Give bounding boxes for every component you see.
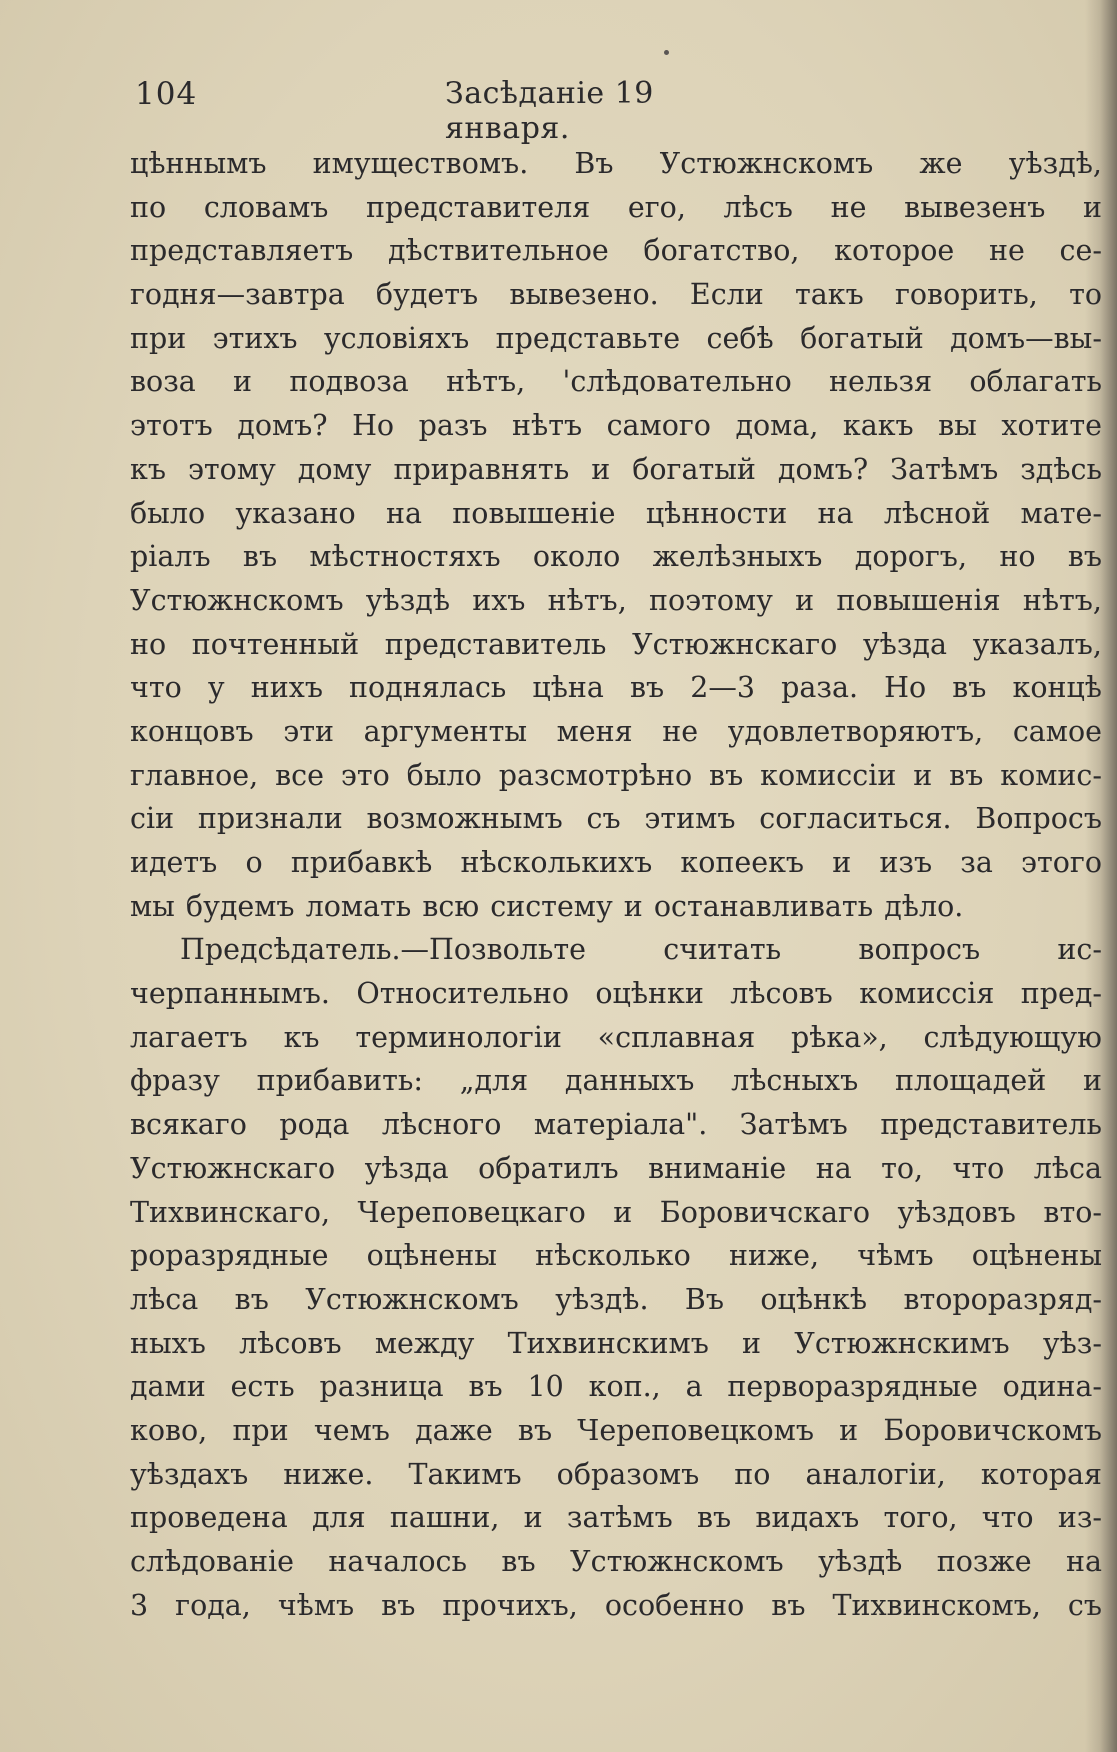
text-line: что у нихъ поднялась цѣна въ 2—3 раза. Но въ концѣ [130, 671, 1102, 705]
text-line: Устюжнскаго уѣзда обратилъ вниманіе на то, что лѣса [130, 1151, 1102, 1185]
text-line: ково, при чемъ даже въ Череповецкомъ и Боровичскомъ [130, 1413, 1102, 1447]
text-line: уѣздахъ ниже. Такимъ образомъ по аналогіи, которая [130, 1457, 1102, 1491]
text-line: ріалъ въ мѣстностяхъ около желѣзныхъ дорогъ, но въ [130, 540, 1102, 574]
text-line: идетъ о прибавкѣ нѣсколькихъ копеекъ и изъ за этого [130, 846, 1102, 879]
text-line: дами есть разница въ 10 коп., а перворазрядные одина- [130, 1370, 1102, 1404]
text-line: Устюжнскомъ уѣздѣ ихъ нѣтъ, поэтому и повышенія нѣтъ, [130, 583, 1102, 617]
text-line: сіи признали возможнымъ съ этимъ согласиться. Вопросъ [130, 802, 1102, 836]
text-line: представляетъ дѣствительное богатство, которое не се- [130, 234, 1102, 268]
text-line: 3 года, чѣмъ въ прочихъ, особенно въ Тихвинскомъ, съ [130, 1588, 1102, 1622]
text-line: концовъ эти аргументы меня не удовлетворяютъ, самое [130, 714, 1102, 748]
text-line: черпаннымъ. Относительно оцѣнки лѣсовъ комиссія пред- [130, 977, 1102, 1011]
text-line: было указано на повышеніе цѣнности на лѣсной мате- [130, 496, 1102, 530]
text-line: роразрядные оцѣнены нѣсколько ниже, чѣмъ оцѣнены [130, 1239, 1102, 1273]
ink-speck [664, 50, 669, 55]
text-line: проведена для пашни, и затѣмъ въ видахъ того, что из- [130, 1501, 1102, 1535]
text-line: къ этому дому приравнять и богатый домъ? Затѣмъ здѣсь [130, 452, 1102, 486]
running-title: Засѣданіе 19 января. [445, 76, 654, 146]
body-text [130, 142, 1102, 1627]
text-line: всякаго рода лѣсного матеріала". Затѣмъ представитель [130, 1108, 1102, 1142]
text-line: мы будемъ ломать всю систему и останавливать дѣло. [130, 889, 964, 923]
text-line: слѣдованіе началось въ Устюжнскомъ уѣздѣ позже на [130, 1545, 1102, 1578]
text-line: Тихвинскаго, Череповецкаго и Боровичскаго уѣздовъ вто- [130, 1195, 1102, 1229]
text-line: лагаетъ къ терминологіи «сплавная рѣка», слѣдующую [130, 1020, 1102, 1054]
text-line: при этихъ условіяхъ представьте себѣ богатый домъ—вы- [130, 321, 1102, 355]
text-line: по словамъ представителя его, лѣсъ не вывезенъ и [130, 190, 1102, 224]
text-line: воза и подвоза нѣтъ, 'слѣдовательно нельзя облагать [130, 365, 1102, 399]
text-line: этотъ домъ? Но разъ нѣтъ самого дома, какъ вы хотите [130, 409, 1102, 443]
text-line: ныхъ лѣсовъ между Тихвинскимъ и Устюжнскимъ уѣз- [130, 1326, 1102, 1360]
speaker-line: Предсѣдатель.—Позвольте считать вопросъ ис- [180, 933, 1102, 967]
text-line: главное, все это было разсмотрѣно въ комиссіи и въ комис- [130, 758, 1102, 792]
text-line: но почтенный представитель Устюжнскаго уѣзда указалъ, [130, 627, 1102, 661]
text-line: годня—завтра будетъ вывезено. Если такъ говорить, то [130, 278, 1102, 312]
page-header [135, 76, 765, 146]
text-line: цѣннымъ имуществомъ. Въ Устюжнскомъ же уѣздѣ, [130, 147, 1102, 180]
page-number: 104 [135, 76, 198, 112]
text-line: фразу прибавить: „для данныхъ лѣсныхъ площадей и [130, 1064, 1102, 1098]
text-line: лѣса въ Устюжнскомъ уѣздѣ. Въ оцѣнкѣ второразряд- [130, 1282, 1102, 1316]
